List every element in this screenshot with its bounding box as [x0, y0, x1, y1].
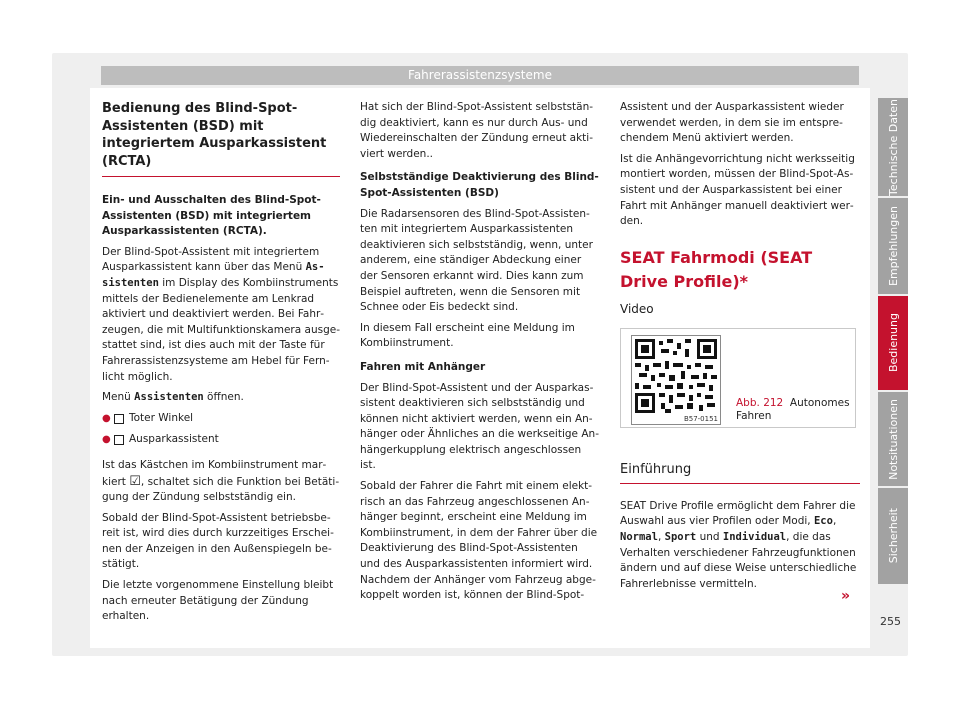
- paragraph: [102, 245, 340, 385]
- page-number: 255: [880, 615, 901, 628]
- text: , die das Verhalten verschiedener Fahrzeugfunktionen ändern und auf diese Weise unterschiedliche Fahrerlebnisse vermitteln.: [620, 530, 857, 590]
- text: , schaltet sich die Funktion bei Betätigung der Zündung selbstständig ein.: [102, 475, 340, 504]
- text: und: [696, 530, 723, 543]
- figure-code: B57-0151: [683, 414, 718, 423]
- text: Menü: [102, 391, 135, 404]
- text: im Display des Kombiinstruments mittels der Bedienelemente am Lenkrad aktiviert und deaktiviert werden. Bei Fahrzeugen, die mit Multifunktionskamera ausgestattet sind, ist dies auch mit der Taste für Fahrerassistenzsysteme am Hebel für Fernlicht möglich.: [102, 276, 340, 383]
- bullet-icon: ●: [102, 434, 111, 446]
- paragraph: Der Blind-Spot-Assistent und der Ausparkassistent deaktivieren sich selbstständig und können nicht aktiviert werden, wenn ein Anhänger oder Ähnliches an die werkseitige Anhängerkupplung elektrisch angeschlossen ist.: [360, 381, 599, 472]
- list-item-label: Ausparkassistent: [129, 433, 219, 446]
- subheading: Fahren mit Anhänger: [360, 360, 486, 373]
- list-item-label: Toter Winkel: [129, 411, 194, 424]
- paragraph: In diesem Fall erscheint eine Meldung im Kombiinstrument.: [360, 321, 575, 350]
- tab-label: Technische Daten: [886, 98, 900, 196]
- checkbox-icon: [114, 435, 124, 445]
- qr-code-graphic: [635, 339, 717, 413]
- bullet-icon: ●: [102, 412, 111, 424]
- tab-empfehlungen[interactable]: [878, 198, 908, 294]
- tab-sicherheit[interactable]: [878, 488, 908, 584]
- figure-caption: [736, 397, 851, 424]
- column-2: [360, 100, 600, 609]
- list-item: [102, 411, 340, 427]
- tab-label: Sicherheit: [886, 508, 900, 564]
- text: Der Blind-Spot-Assistent mit integriertem Ausparkassistent kann über das Menü: [102, 245, 320, 274]
- text: Ist das Kästchen im Kombiinstrument markiert: [102, 458, 327, 488]
- section-heading-bsd: Bedienung des Blind-Spot-Assistenten (BSD) mit integriertem Ausparkassistent (RCTA): [102, 100, 340, 177]
- tab-technische-daten[interactable]: [878, 98, 908, 196]
- video-label: Video: [620, 301, 654, 316]
- qr-code-icon[interactable]: [631, 335, 721, 425]
- text: öffnen.: [203, 391, 244, 404]
- menu-name: Assistenten: [134, 391, 204, 404]
- paragraph: Die Radarsensoren des Blind-Spot-Assistenten mit integriertem Ausparkassistenten deaktivieren sich selbstständig, wenn, unter anderem, eine ständiger Abdeckung einer der Sensoren erkannt wird. Dies kann zum Beispiel auftreten, wenn die Sensoren mit Schnee oder Eis bedeckt sind.: [360, 207, 593, 314]
- paragraph: [102, 390, 340, 406]
- text: ,: [832, 515, 837, 528]
- menu-name: Assistenten: [102, 261, 325, 289]
- tab-label: Notsituationen: [886, 398, 900, 480]
- paragraph: Assistent und der Ausparkassistent wieder verwendet werden, in dem sie im entsprechendem Menü aktiviert werden.: [620, 101, 844, 145]
- mode-name: Sport: [664, 530, 697, 543]
- continue-arrow-icon: »: [841, 588, 851, 604]
- paragraph: Sobald der Blind-Spot-Assistent betriebsbereit ist, wird dies durch kurzzeitiges Erscheinen der Anzeigen in den Außenspiegeln bestätigt.: [102, 511, 334, 571]
- tab-label: Bedienung: [886, 313, 900, 373]
- text: SEAT Drive Profile ermöglicht dem Fahrer die Auswahl aus vier Profilen oder Modi,: [620, 499, 856, 528]
- mode-name: Eco: [813, 515, 833, 528]
- paragraph: Sobald der Fahrer die Fahrt mit einem elektrisch an das Fahrzeug angeschlossenen Anhänger beginnt, erscheint eine Meldung im Kombiinstrument, in dem der Fahrer über die Deaktivierung des Blind-Spot-Assistenten und des Ausparkassistenten informiert wird. Nachdem der Anhänger vom Fahrzeug abgekoppelt worden ist, können der Blind-Spot-: [360, 480, 598, 602]
- checkbox-icon: [114, 414, 124, 424]
- subsection-heading: Einführung: [620, 461, 860, 484]
- figure-video: [620, 328, 856, 428]
- chapter-header: Fahrerassistenzsysteme: [101, 66, 859, 85]
- mode-name: Normal: [620, 530, 658, 543]
- tab-label: Empfehlungen: [886, 206, 900, 286]
- text: ,: [657, 530, 665, 543]
- tab-bedienung[interactable]: [878, 296, 908, 390]
- paragraph: [620, 499, 860, 593]
- figure-number: Abb. 212: [736, 396, 784, 409]
- intro-bold: Ein- und Ausschalten des Blind-Spot-Assistenten (BSD) mit integriertem Ausparkassistenten (RCTA).: [102, 194, 321, 238]
- list-item: [102, 432, 340, 448]
- column-1: [102, 100, 340, 630]
- mode-name: Individual: [722, 530, 787, 543]
- paragraph: Ist die Anhängevorrichtung nicht werksseitig montiert worden, müssen der Blind-Spot-Assistent und der Ausparkassistent bei einer Fahrt mit Anhänger manuell deaktiviert werden.: [620, 152, 855, 228]
- paragraph: Die letzte vorgenommene Einstellung bleibt nach erneuter Betätigung der Zündung erhalten.: [102, 579, 334, 623]
- checked-box-icon: ☑: [129, 473, 141, 489]
- figure-caption-text: Autonomes Fahren: [736, 396, 850, 423]
- section-title: SEAT Fahrmodi (SEAT Drive Profile)*: [620, 247, 813, 291]
- column-3: [620, 100, 860, 597]
- paragraph: [102, 458, 340, 506]
- paragraph: Hat sich der Blind-Spot-Assistent selbstständig deaktiviert, kann es nur durch Aus- und Wiedereinschalten der Zündung erneut aktiviert werden..: [360, 101, 594, 160]
- subheading: Selbstständige Deaktivierung des Blind-Spot-Assistenten (BSD): [360, 171, 599, 199]
- tab-notsituationen[interactable]: [878, 392, 908, 486]
